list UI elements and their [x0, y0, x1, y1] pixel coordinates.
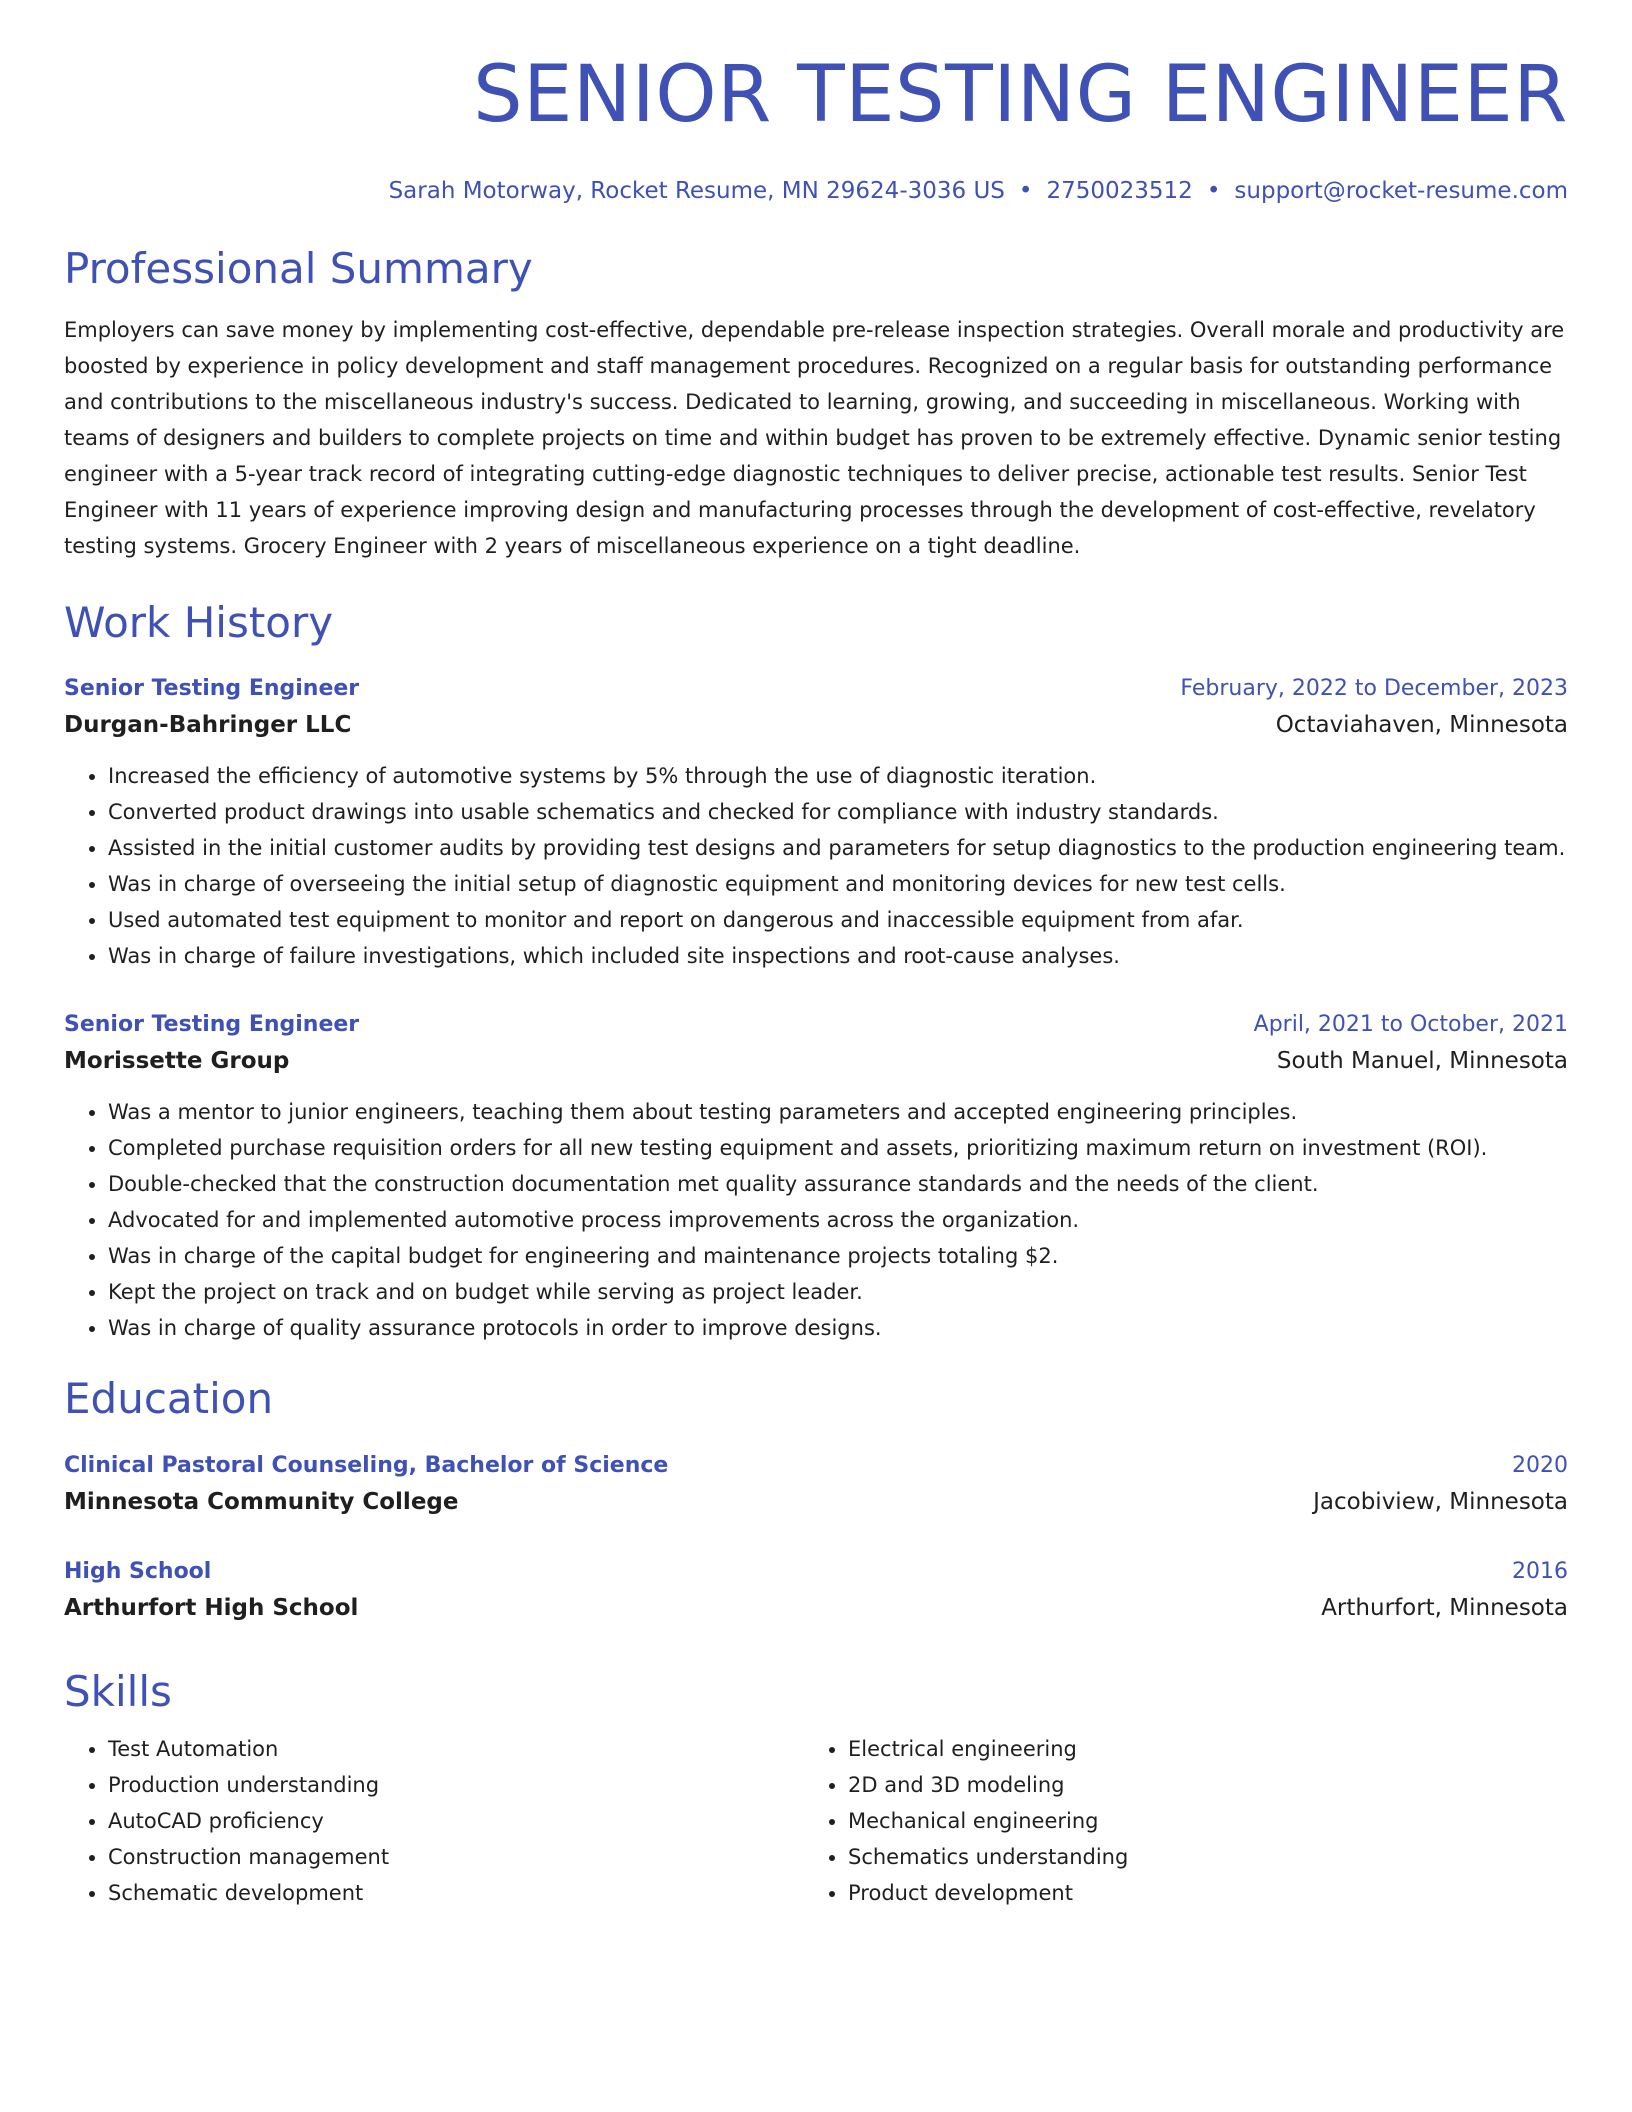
- job-bullet: • Advocated for and implemented automotive process improvements across the organization.: [108, 1202, 1568, 1238]
- section-title-summary: Professional Summary: [64, 243, 533, 293]
- resume-title: SENIOR TESTING ENGINEER: [473, 50, 1568, 140]
- job-company: Durgan-Bahringer LLC: [64, 712, 352, 739]
- section-title-work-history: Work History: [64, 597, 334, 647]
- skills-columns: [64, 1731, 1568, 1911]
- skill-item: • AutoCAD proficiency: [108, 1803, 804, 1839]
- job-bullet: • Was in charge of quality assurance protocols in order to improve designs.: [108, 1310, 1568, 1346]
- job-bullet: • Was in charge of overseeing the initial setup of diagnostic equipment and monitoring devices for new test cells.: [108, 866, 1568, 902]
- contact-email: support@rocket-resume.com: [1234, 178, 1568, 204]
- skill-item: • Production understanding: [108, 1767, 804, 1803]
- contact-line: [64, 178, 1568, 206]
- education-year: 2020: [1512, 1452, 1568, 1478]
- education-location: Jacobiview, Minnesota: [1313, 1488, 1568, 1515]
- job-bullet: • Double-checked that the construction documentation met quality assurance standards and the needs of the client.: [108, 1166, 1568, 1202]
- section-title-skills: Skills: [64, 1666, 172, 1716]
- job-location: South Manuel, Minnesota: [1276, 1048, 1568, 1075]
- job-entry: [64, 1008, 1568, 1346]
- skill-item: • Mechanical engineering: [848, 1803, 1544, 1839]
- contact-address: Sarah Motorway, Rocket Resume, MN 29624-3036 US: [388, 178, 1005, 204]
- job-bullet: • Kept the project on track and on budget while serving as project leader.: [108, 1274, 1568, 1310]
- work-history-section: [64, 598, 1568, 1346]
- skill-item: • Schematic development: [108, 1875, 804, 1911]
- job-company: Morissette Group: [64, 1048, 290, 1075]
- summary-text: Employers can save money by implementing cost-effective, dependable pre-release inspection strategies. Overall morale and productivity are boosted by experience in policy development and staff management procedures. Recognized on a regular basis for outstanding performance and contributions to the miscellaneous industry's success. Dedicated to learning, growing, and succeeding in miscellaneous. Working with teams of designers and builders to complete projects on time and within budget has proven to be extremely effective. Dynamic senior testing engineer with a 5-year track record of integrating cutting-edge diagnostic techniques to deliver precise, actionable test results. Senior Test Engineer with 11 years of experience improving design and manufacturing processes through the development of cost-effective, revelatory testing systems. Grocery Engineer with 2 years of miscellaneous experience on a tight deadline.: [64, 317, 1565, 558]
- skills-list-left: [64, 1731, 804, 1911]
- job-entry: [64, 672, 1568, 974]
- skills-list-right: [804, 1731, 1544, 1911]
- job-bullet: • Used automated test equipment to monitor and report on dangerous and inaccessible equipment from afar.: [108, 902, 1568, 938]
- education-school: Minnesota Community College: [64, 1488, 459, 1515]
- education-year: 2016: [1512, 1558, 1568, 1584]
- education-entry: [64, 1555, 1568, 1627]
- job-bullet: • Completed purchase requisition orders for all new testing equipment and assets, prioritizing maximum return on investment (ROI).: [108, 1130, 1568, 1166]
- job-location: Octaviahaven, Minnesota: [1275, 712, 1568, 739]
- education-location: Arthurfort, Minnesota: [1321, 1594, 1568, 1621]
- education-section: [64, 1374, 1568, 1626]
- contact-separator: •: [1206, 178, 1221, 204]
- summary-section: [64, 244, 1568, 564]
- job-bullet: • Was a mentor to junior engineers, teaching them about testing parameters and accepted engineering principles.: [108, 1094, 1568, 1130]
- job-bullets: [64, 1094, 1568, 1346]
- job-bullets: [64, 758, 1568, 974]
- job-dates: February, 2022 to December, 2023: [1180, 676, 1568, 702]
- skill-item: • Product development: [848, 1875, 1544, 1911]
- contact-separator: •: [1018, 178, 1033, 204]
- skills-section: [64, 1667, 1568, 1911]
- skill-item: • Electrical engineering: [848, 1731, 1544, 1767]
- job-role: Senior Testing Engineer: [64, 1012, 360, 1038]
- job-bullet: • Increased the efficiency of automotive systems by 5% through the use of diagnostic iteration.: [108, 758, 1568, 794]
- section-title-education: Education: [64, 1374, 274, 1424]
- skill-item: • Schematics understanding: [848, 1839, 1544, 1875]
- job-bullet: • Was in charge of the capital budget for engineering and maintenance projects totaling $2.: [108, 1238, 1568, 1274]
- job-bullet: • Assisted in the initial customer audits by providing test designs and parameters for setup diagnostics to the production engineering team.: [108, 830, 1568, 866]
- skill-item: • Construction management: [108, 1839, 804, 1875]
- job-role: Senior Testing Engineer: [64, 676, 360, 702]
- education-entry: [64, 1449, 1568, 1521]
- education-degree: Clinical Pastoral Counseling, Bachelor of Science: [64, 1452, 669, 1478]
- job-bullet: • Was in charge of failure investigations, which included site inspections and root-cause analyses.: [108, 938, 1568, 974]
- job-dates: April, 2021 to October, 2021: [1253, 1012, 1568, 1038]
- job-bullet: • Converted product drawings into usable schematics and checked for compliance with industry standards.: [108, 794, 1568, 830]
- contact-phone: 2750023512: [1046, 178, 1193, 204]
- education-degree: High School: [64, 1558, 212, 1584]
- skill-item: • 2D and 3D modeling: [848, 1767, 1544, 1803]
- skill-item: • Test Automation: [108, 1731, 804, 1767]
- education-school: Arthurfort High School: [64, 1594, 359, 1621]
